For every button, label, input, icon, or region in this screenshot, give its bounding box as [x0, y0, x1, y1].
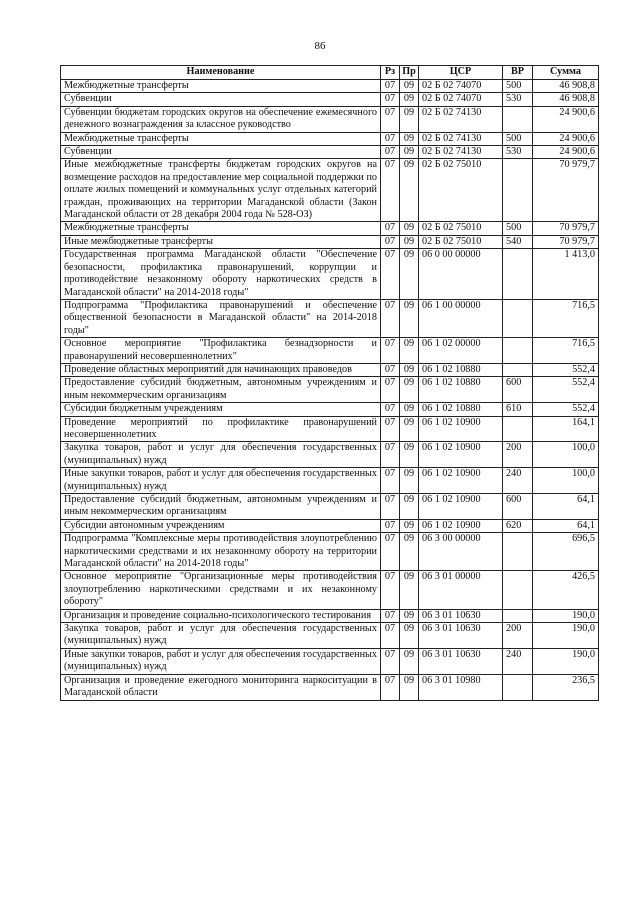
- cell-vr: [503, 609, 533, 622]
- cell-name: Организация и проведение ежегодного мониторинга наркоситуации в Магаданской области: [61, 674, 381, 700]
- cell-pr: 09: [400, 249, 419, 300]
- cell-vr: [503, 416, 533, 442]
- cell-vr: 240: [503, 648, 533, 674]
- cell-name: Закупка товаров, работ и услуг для обеспечения государственных (муниципальных) нужд: [61, 623, 381, 649]
- cell-pr: 09: [400, 416, 419, 442]
- table-row: [61, 132, 599, 145]
- cell-vr: [503, 249, 533, 300]
- cell-rz: 07: [381, 235, 400, 248]
- cell-sum: 552,4: [533, 363, 599, 376]
- table-row: [61, 403, 599, 416]
- cell-name: Организация и проведение социально-психологического тестирования: [61, 609, 381, 622]
- cell-sum: 696,5: [533, 533, 599, 571]
- cell-pr: 09: [400, 648, 419, 674]
- cell-csr: 06 3 01 10980: [419, 674, 503, 700]
- cell-rz: 07: [381, 623, 400, 649]
- cell-vr: 530: [503, 93, 533, 106]
- cell-rz: 07: [381, 249, 400, 300]
- cell-name: Субвенции: [61, 146, 381, 159]
- cell-name: Межбюджетные трансферты: [61, 80, 381, 93]
- cell-csr: 06 1 02 10900: [419, 519, 503, 532]
- cell-sum: 190,0: [533, 609, 599, 622]
- cell-csr: 02 Б 02 75010: [419, 159, 503, 222]
- cell-pr: 09: [400, 146, 419, 159]
- cell-rz: 07: [381, 403, 400, 416]
- cell-vr: 500: [503, 222, 533, 235]
- cell-name: Субсидии бюджетным учреждениям: [61, 403, 381, 416]
- cell-csr: 06 1 02 10880: [419, 363, 503, 376]
- cell-name: Основное мероприятие "Организационные меры противодействия злоупотреблению наркотическими средствами и их незаконному обороту": [61, 571, 381, 609]
- cell-name: Межбюджетные трансферты: [61, 132, 381, 145]
- table-row: [61, 299, 599, 337]
- cell-pr: 09: [400, 519, 419, 532]
- cell-sum: 24 900,6: [533, 106, 599, 132]
- table-row: [61, 338, 599, 364]
- table-row: [61, 519, 599, 532]
- table-row: [61, 442, 599, 468]
- cell-csr: 06 3 01 00000: [419, 571, 503, 609]
- cell-vr: 200: [503, 623, 533, 649]
- cell-name: Подпрограмма "Комплексные меры противодействия злоупотреблению наркотическими средствами и их незаконному обороту на территории Магаданской области" на 2014-2018 годы": [61, 533, 381, 571]
- cell-vr: 540: [503, 235, 533, 248]
- cell-name: Основное мероприятие "Профилактика безнадзорности и правонарушений несовершеннолетних": [61, 338, 381, 364]
- cell-name: Предоставление субсидий бюджетным, автономным учреждениям и иным некоммерческим организациям: [61, 377, 381, 403]
- cell-csr: 06 1 02 10900: [419, 416, 503, 442]
- cell-name: Подпрограмма "Профилактика правонарушений и обеспечение общественной безопасности в Магаданской области" на 2014-2018 годы": [61, 299, 381, 337]
- cell-name: Субвенции бюджетам городских округов на обеспечение ежемесячного денежного вознаграждения за классное руководство: [61, 106, 381, 132]
- cell-csr: 06 3 00 00000: [419, 533, 503, 571]
- cell-rz: 07: [381, 674, 400, 700]
- cell-name: Иные межбюджетные трансферты бюджетам городских округов на возмещение расходов на предоставление мер социальной поддержки по оплате жилых помещений и коммунальных услуг отдельных категорий граждан, проживающих на территории Магаданской области (Закон Магаданской области от 28 декабря 2004 года № 528-ОЗ): [61, 159, 381, 222]
- cell-rz: 07: [381, 571, 400, 609]
- cell-name: Проведение мероприятий по профилактике правонарушений несовершеннолетних: [61, 416, 381, 442]
- cell-pr: 09: [400, 93, 419, 106]
- table-row: [61, 609, 599, 622]
- cell-pr: 09: [400, 222, 419, 235]
- cell-sum: 64,1: [533, 519, 599, 532]
- cell-pr: 09: [400, 442, 419, 468]
- cell-rz: 07: [381, 519, 400, 532]
- cell-pr: 09: [400, 80, 419, 93]
- page-number: 86: [314, 40, 326, 52]
- cell-sum: 236,5: [533, 674, 599, 700]
- cell-vr: 600: [503, 494, 533, 520]
- cell-sum: 552,4: [533, 403, 599, 416]
- table-row: [61, 674, 599, 700]
- cell-vr: [503, 674, 533, 700]
- cell-csr: 06 1 00 00000: [419, 299, 503, 337]
- cell-name: Проведение областных мероприятий для начинающих правоведов: [61, 363, 381, 376]
- cell-sum: 1 413,0: [533, 249, 599, 300]
- cell-csr: 02 Б 02 74130: [419, 106, 503, 132]
- header-rz: Рз: [381, 66, 400, 80]
- cell-rz: 07: [381, 468, 400, 494]
- cell-sum: 100,0: [533, 442, 599, 468]
- cell-rz: 07: [381, 363, 400, 376]
- cell-sum: 164,1: [533, 416, 599, 442]
- cell-csr: 06 1 02 10900: [419, 494, 503, 520]
- cell-csr: 02 Б 02 74070: [419, 93, 503, 106]
- cell-csr: 06 0 00 00000: [419, 249, 503, 300]
- cell-pr: 09: [400, 106, 419, 132]
- cell-csr: 06 1 02 10880: [419, 377, 503, 403]
- cell-rz: 07: [381, 609, 400, 622]
- cell-vr: 500: [503, 132, 533, 145]
- cell-vr: [503, 571, 533, 609]
- table-row: [61, 533, 599, 571]
- table-row: [61, 623, 599, 649]
- cell-pr: 09: [400, 377, 419, 403]
- table-row: [61, 377, 599, 403]
- cell-pr: 09: [400, 468, 419, 494]
- cell-sum: 24 900,6: [533, 146, 599, 159]
- cell-rz: 07: [381, 159, 400, 222]
- cell-name: Субсидии автономным учреждениям: [61, 519, 381, 532]
- table-row: [61, 106, 599, 132]
- cell-rz: 07: [381, 146, 400, 159]
- cell-name: Государственная программа Магаданской области "Обеспечение безопасности, профилактика правонарушений, коррупции и противодействие незаконному обороту наркотических средств в Магаданской области" на 2014-2018 годы": [61, 249, 381, 300]
- table-row: [61, 249, 599, 300]
- cell-name: Предоставление субсидий бюджетным, автономным учреждениям и иным некоммерческим организациям: [61, 494, 381, 520]
- cell-csr: 02 Б 02 75010: [419, 235, 503, 248]
- cell-vr: [503, 299, 533, 337]
- table-row: [61, 416, 599, 442]
- cell-sum: 46 908,8: [533, 80, 599, 93]
- cell-csr: 06 1 02 00000: [419, 338, 503, 364]
- cell-csr: 02 Б 02 74130: [419, 146, 503, 159]
- cell-rz: 07: [381, 533, 400, 571]
- cell-vr: 600: [503, 377, 533, 403]
- cell-sum: 70 979,7: [533, 222, 599, 235]
- cell-name: Иные межбюджетные трансферты: [61, 235, 381, 248]
- cell-pr: 09: [400, 299, 419, 337]
- cell-vr: 500: [503, 80, 533, 93]
- cell-vr: [503, 533, 533, 571]
- cell-vr: 610: [503, 403, 533, 416]
- cell-pr: 09: [400, 235, 419, 248]
- cell-sum: 100,0: [533, 468, 599, 494]
- cell-rz: 07: [381, 80, 400, 93]
- cell-csr: 02 Б 02 75010: [419, 222, 503, 235]
- cell-pr: 09: [400, 674, 419, 700]
- cell-vr: [503, 159, 533, 222]
- table-row: [61, 93, 599, 106]
- cell-sum: 70 979,7: [533, 159, 599, 222]
- cell-pr: 09: [400, 338, 419, 364]
- cell-pr: 09: [400, 533, 419, 571]
- cell-name: Субвенции: [61, 93, 381, 106]
- cell-name: Иные закупки товаров, работ и услуг для обеспечения государственных (муниципальных) нужд: [61, 468, 381, 494]
- table-row: [61, 648, 599, 674]
- budget-table: [60, 65, 599, 701]
- cell-rz: 07: [381, 377, 400, 403]
- table-row: [61, 494, 599, 520]
- table-row: [61, 235, 599, 248]
- cell-rz: 07: [381, 648, 400, 674]
- cell-vr: 620: [503, 519, 533, 532]
- cell-sum: 190,0: [533, 648, 599, 674]
- cell-rz: 07: [381, 132, 400, 145]
- cell-pr: 09: [400, 403, 419, 416]
- table-row: [61, 363, 599, 376]
- cell-pr: 09: [400, 132, 419, 145]
- table-row: [61, 222, 599, 235]
- cell-rz: 07: [381, 299, 400, 337]
- cell-pr: 09: [400, 363, 419, 376]
- cell-rz: 07: [381, 442, 400, 468]
- cell-rz: 07: [381, 93, 400, 106]
- cell-csr: 06 1 02 10880: [419, 403, 503, 416]
- header-pr: Пр: [400, 66, 419, 80]
- cell-sum: 64,1: [533, 494, 599, 520]
- table-row: [61, 571, 599, 609]
- cell-pr: 09: [400, 159, 419, 222]
- header-vr: ВР: [503, 66, 533, 80]
- cell-sum: 70 979,7: [533, 235, 599, 248]
- cell-sum: 426,5: [533, 571, 599, 609]
- cell-rz: 07: [381, 494, 400, 520]
- cell-name: Иные закупки товаров, работ и услуг для обеспечения государственных (муниципальных) нужд: [61, 648, 381, 674]
- header-row: [61, 66, 599, 80]
- cell-vr: [503, 363, 533, 376]
- cell-name: Закупка товаров, работ и услуг для обеспечения государственных (муниципальных) нужд: [61, 442, 381, 468]
- table-row: [61, 146, 599, 159]
- cell-rz: 07: [381, 416, 400, 442]
- cell-pr: 09: [400, 623, 419, 649]
- cell-name: Межбюджетные трансферты: [61, 222, 381, 235]
- cell-csr: 06 3 01 10630: [419, 648, 503, 674]
- cell-sum: 24 900,6: [533, 132, 599, 145]
- header-csr: ЦСР: [419, 66, 503, 80]
- cell-vr: [503, 338, 533, 364]
- cell-pr: 09: [400, 571, 419, 609]
- cell-rz: 07: [381, 222, 400, 235]
- cell-csr: 02 Б 02 74130: [419, 132, 503, 145]
- cell-csr: 06 3 01 10630: [419, 623, 503, 649]
- cell-csr: 06 3 01 10630: [419, 609, 503, 622]
- cell-sum: 552,4: [533, 377, 599, 403]
- cell-vr: 200: [503, 442, 533, 468]
- cell-rz: 07: [381, 106, 400, 132]
- cell-sum: 46 908,8: [533, 93, 599, 106]
- cell-sum: 716,5: [533, 299, 599, 337]
- cell-vr: 240: [503, 468, 533, 494]
- table-row: [61, 159, 599, 222]
- table-row: [61, 80, 599, 93]
- cell-csr: 06 1 02 10900: [419, 442, 503, 468]
- cell-vr: [503, 106, 533, 132]
- cell-sum: 190,0: [533, 623, 599, 649]
- cell-csr: 06 1 02 10900: [419, 468, 503, 494]
- cell-rz: 07: [381, 338, 400, 364]
- table-row: [61, 468, 599, 494]
- cell-pr: 09: [400, 494, 419, 520]
- header-name: Наименование: [61, 66, 381, 80]
- cell-pr: 09: [400, 609, 419, 622]
- header-sum: Сумма: [533, 66, 599, 80]
- cell-csr: 02 Б 02 74070: [419, 80, 503, 93]
- cell-sum: 716,5: [533, 338, 599, 364]
- cell-vr: 530: [503, 146, 533, 159]
